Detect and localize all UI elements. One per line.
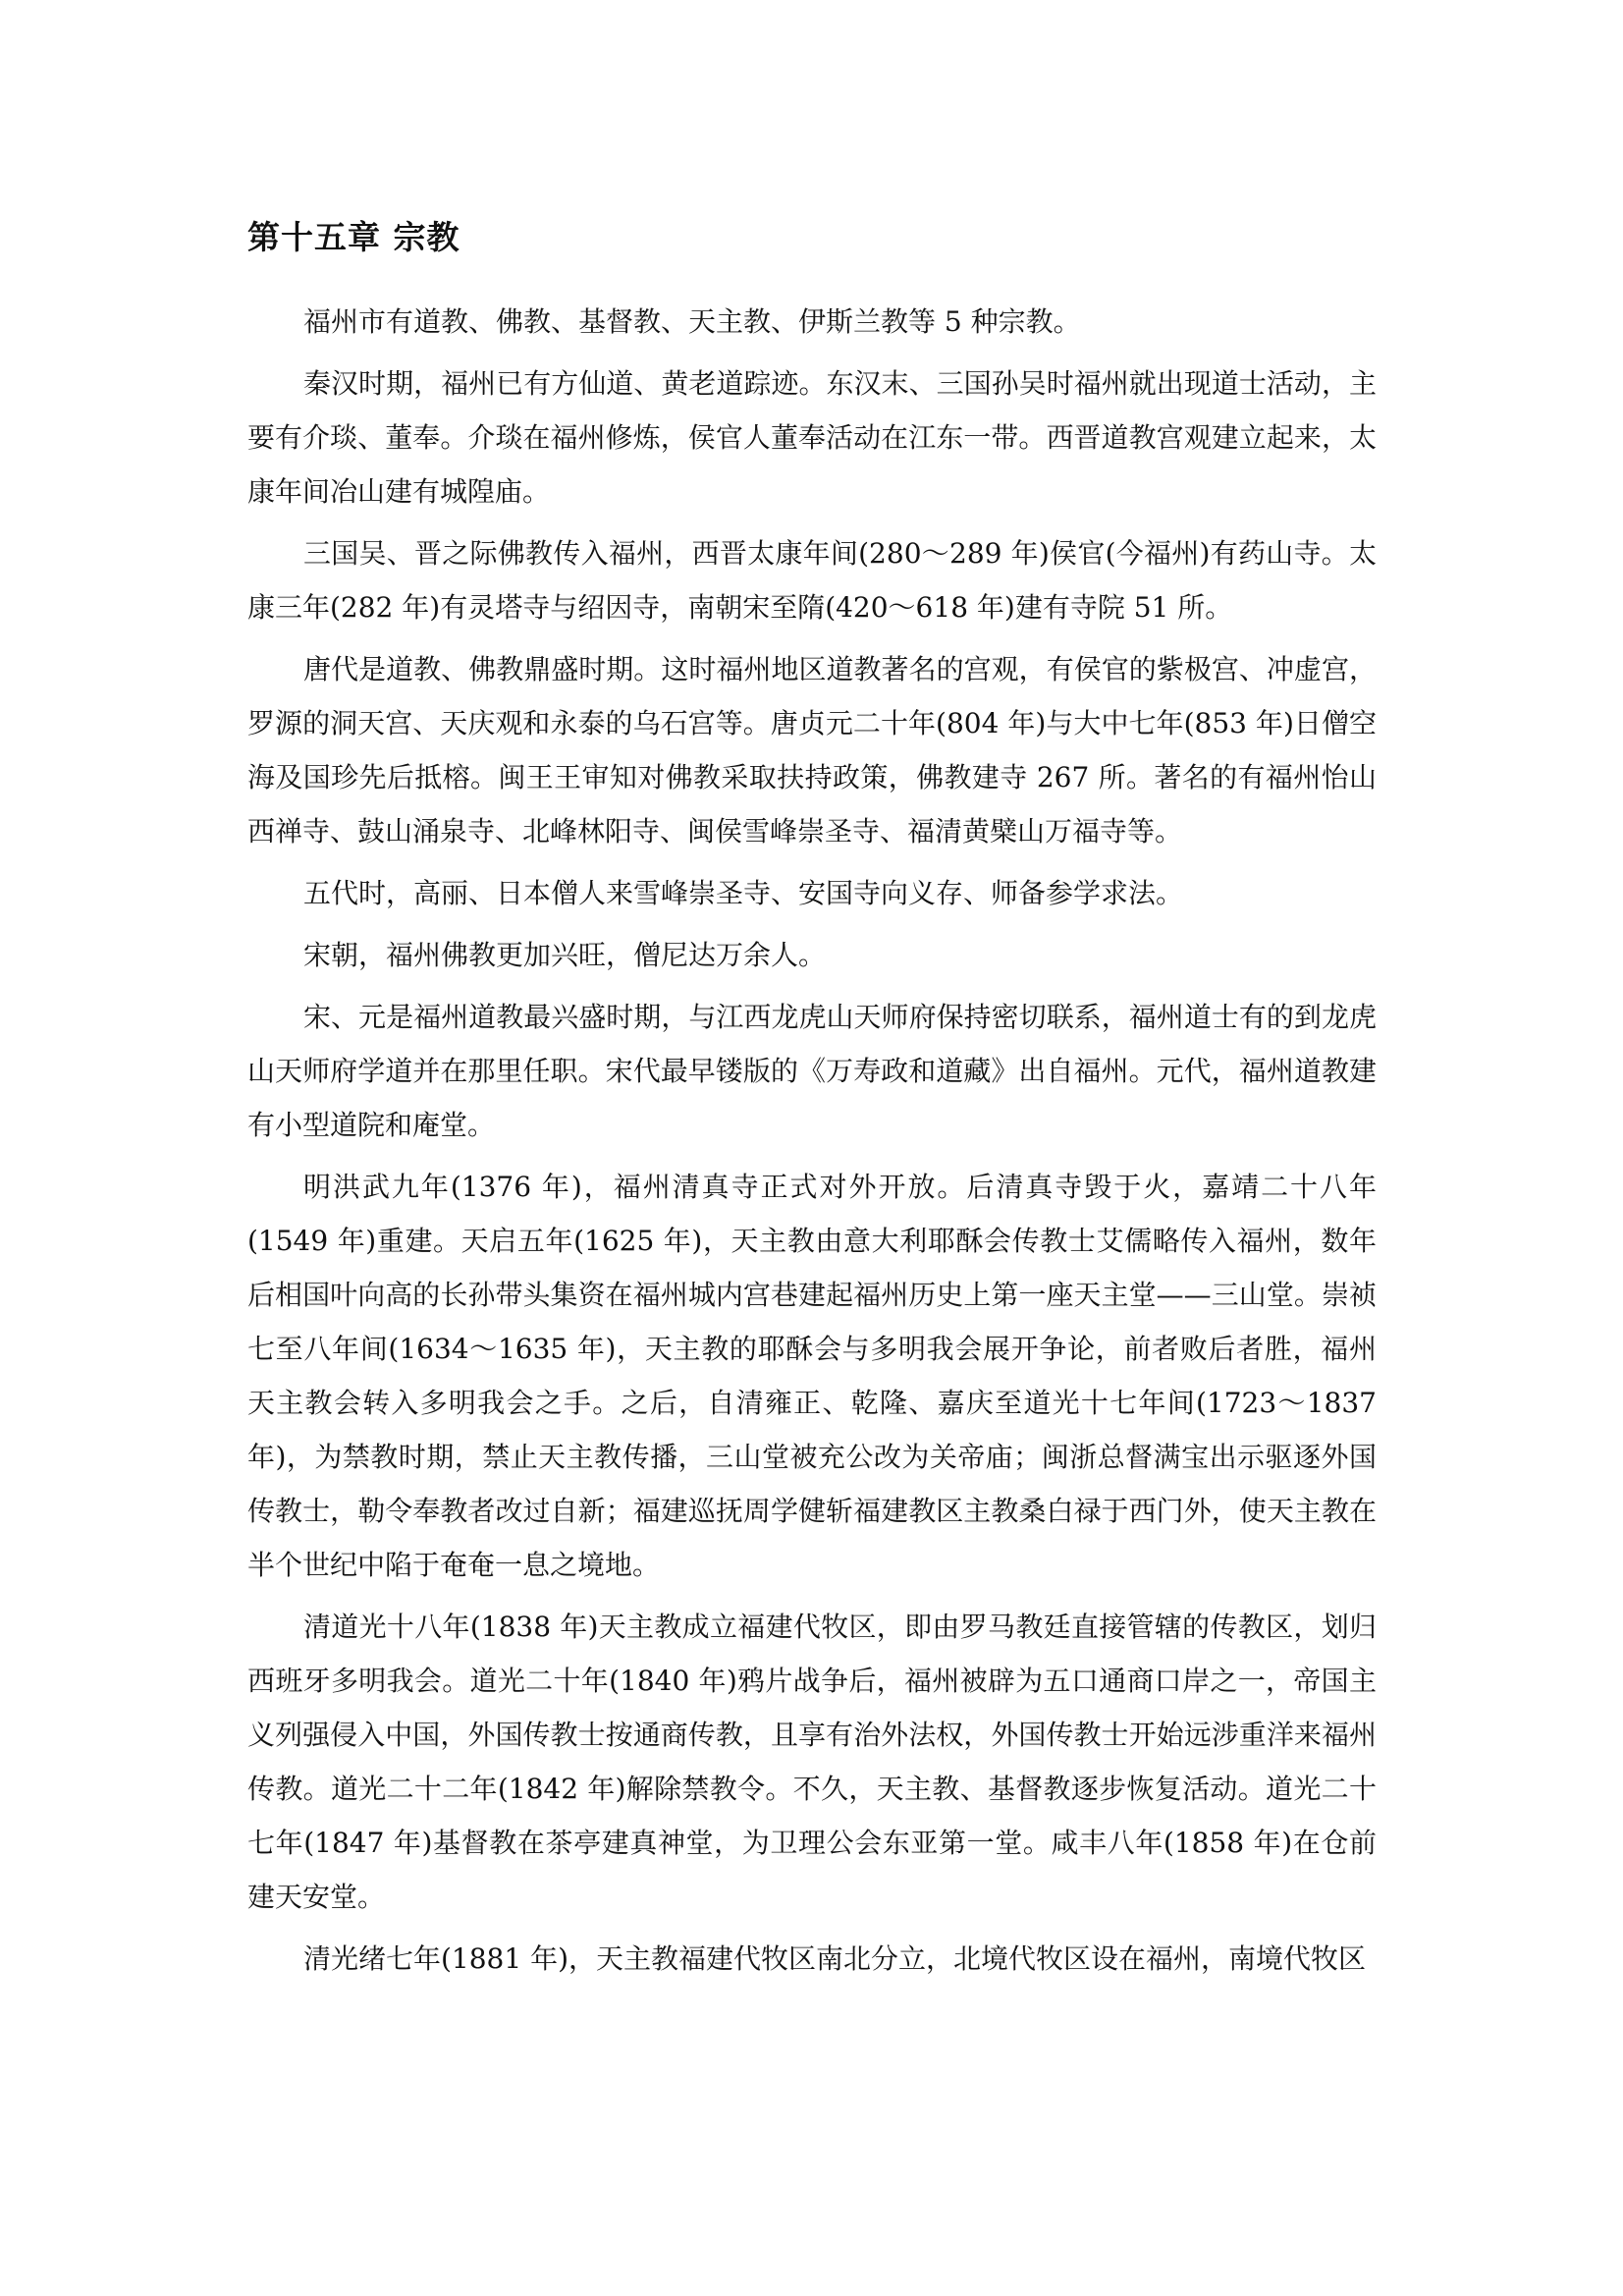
paragraph-3: 三国吴、晋之际佛教传入福州，西晋太康年间(280～289 年)侯官(今福州)有药山寺。太康三年(282 年)有灵塔寺与绍因寺，南朝宋至隋(420～618 年)建有寺院 51 所。 [247, 537, 1377, 624]
paragraph-4: 唐代是道教、佛教鼎盛时期。这时福州地区道教著名的宫观，有侯官的紫极宫、冲虚宫，罗源的洞天宫、天庆观和永泰的乌石宫等。唐贞元二十年(804 年)与大中七年(853 年)日僧空海及国珍先后抵榕。闽王王审知对佛教采取扶持政策，佛教建寺 267 所。著名的有福州怡山西禅寺、鼓山涌泉寺、北峰林阳寺、闽侯雪峰崇圣寺、福清黄檗山万福寺等。 [247, 653, 1377, 847]
paragraph-6: 宋朝，福州佛教更加兴旺，僧尼达万余人。 [303, 939, 827, 971]
paragraph-9: 清道光十八年(1838 年)天主教成立福建代牧区，即由罗马教廷直接管辖的传教区，划归西班牙多明我会。道光二十年(1840 年)鸦片战争后，福州被辟为五口通商口岸之一，帝国主义列强侵入中国，外国传教士按通商传教，且享有治外法权，外国传教士开始远涉重洋来福州传教。道光二十二年(1842 年)解除禁教令。不久，天主教、基督教逐步恢复活动。道光二十七年(1847 年)基督教在茶亭建真神堂，为卫理公会东亚第一堂。咸丰八年(1858 年)在仓前建天安堂。 [247, 1611, 1377, 1913]
paragraph-1: 福州市有道教、佛教、基督教、天主教、伊斯兰教等 5 种宗教。 [303, 305, 1081, 338]
body-text [247, 295, 1377, 1994]
chapter-title: 第十五章 宗教 [247, 218, 460, 256]
paragraph-10: 清光绪七年(1881 年)，天主教福建代牧区南北分立，北境代牧区设在福州，南境代牧区 [303, 1942, 1367, 1975]
paragraph-2: 秦汉时期，福州已有方仙道、黄老道踪迹。东汉末、三国孙吴时福州就出现道士活动，主要有介琰、董奉。介琰在福州修炼，侯官人董奉活动在江东一带。西晋道教宫观建立起来，太康年间冶山建有城隍庙。 [247, 367, 1377, 508]
paragraph-7: 宋、元是福州道教最兴盛时期，与江西龙虎山天师府保持密切联系，福州道士有的到龙虎山天师府学道并在那里任职。宋代最早镂版的《万寿政和道藏》出自福州。元代，福州道教建有小型道院和庵堂。 [247, 1001, 1377, 1141]
paragraph-8: 明洪武九年(1376 年)，福州清真寺正式对外开放。后清真寺毁于火，嘉靖二十八年(1549 年)重建。天启五年(1625 年)，天主教由意大利耶酥会传教士艾儒略传入福州，数年后相国叶向高的长孙带头集资在福州城内宫巷建起福州历史上第一座天主堂——三山堂。崇祯七至八年间(1634～1635 年)，天主教的耶酥会与多明我会展开争论，前者败后者胜，福州天主教会转入多明我会之手。之后，自清雍正、乾隆、嘉庆至道光十七年间(1723～1837 年)，为禁教时期，禁止天主教传播，三山堂被充公改为关帝庙；闽浙总督满宝出示驱逐外国传教士，勒令奉教者改过自新；福建巡抚周学健斩福建教区主教桑白禄于西门外，使天主教在半个世纪中陷于奄奄一息之境地。 [247, 1171, 1377, 1581]
paragraph-5: 五代时，高丽、日本僧人来雪峰崇圣寺、安国寺向义存、师备参学求法。 [303, 877, 1184, 909]
